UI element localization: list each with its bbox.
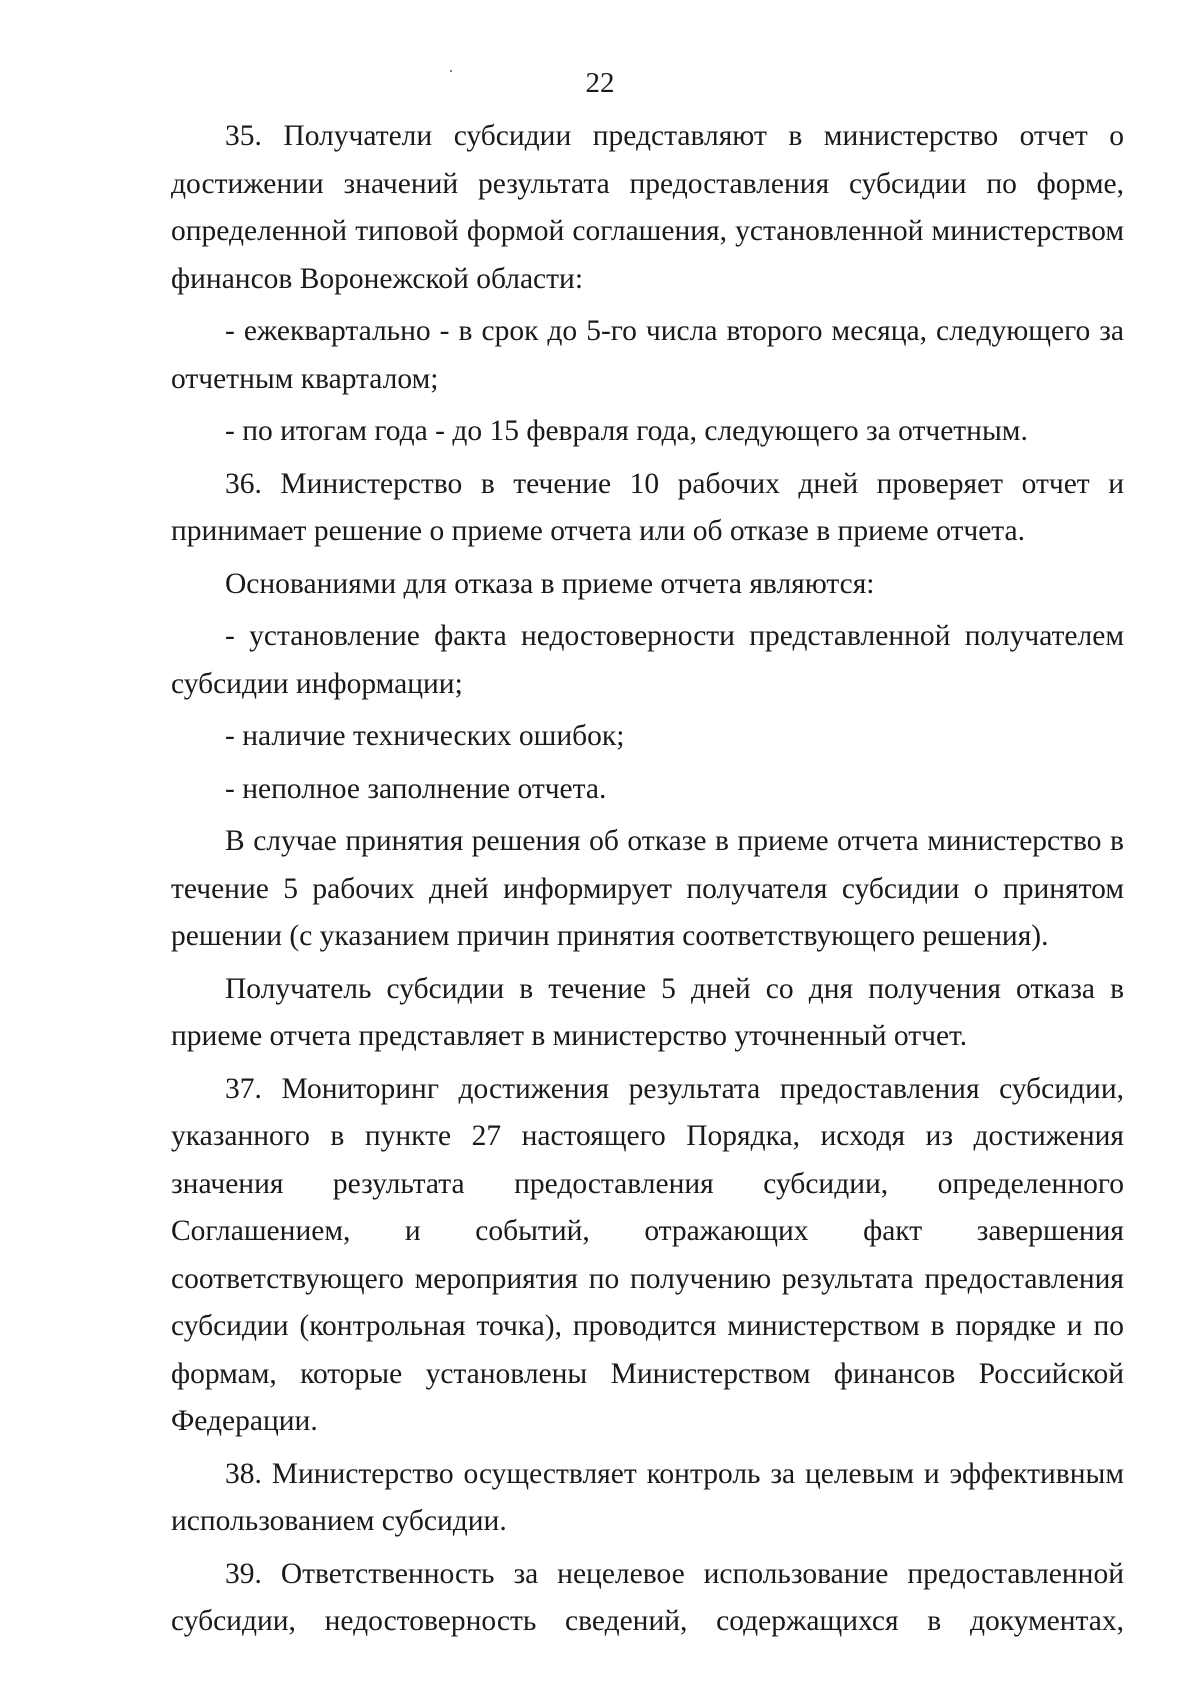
paragraph-refusal-grounds: Основаниями для отказа в приеме отчета являются: bbox=[225, 567, 875, 600]
paragraph-refusal-notice: В случае принятия решения об отказе в приеме отчета министерство в течение 5 рабочих дней информирует получателя субсидии о принятом решении (с указанием причин принятия соответствующего решения). bbox=[171, 825, 1124, 952]
paragraph-39: 39. Ответственность за нецелевое использование предоставленной субсидии, недостоверность сведений, содержащихся в документах, bbox=[171, 1557, 1124, 1637]
paragraph-ground-unreliable-info: - установление факта недостоверности представленной получателем субсидии информации; bbox=[171, 620, 1124, 700]
paragraph-35-annual: - по итогам года - до 15 февраля года, следующего за отчетным. bbox=[225, 415, 1028, 447]
paragraph-ground-technical-errors: - наличие технических ошибок; bbox=[225, 720, 625, 752]
page-number: 22 bbox=[585, 67, 615, 99]
document-body bbox=[171, 113, 1124, 1646]
paragraph-37: 37. Мониторинг достижения результата предоставления субсидии, указанного в пункте 27 настоящего Порядка, исходя из достижения значения результата предоставления субсидии, определенного Соглашением, и событий, отражающих факт завершения соответствующего мероприятия по получению результата предоставления субсидии (контрольная точка), проводится министерством в порядке и по формам, которые установлены Министерством финансов Российской Федерации. bbox=[171, 1072, 1124, 1437]
paragraph-corrected-report: Получатель субсидии в течение 5 дней со дня получения отказа в приеме отчета представляет в министерство уточненный отчет. bbox=[171, 972, 1124, 1052]
paragraph-38: 38. Министерство осуществляет контроль за целевым и эффективным использованием субсидии. bbox=[171, 1457, 1124, 1537]
paragraph-35: 35. Получатели субсидии представляют в министерство отчет о достижении значений результата предоставления субсидии по форме, определенной типовой формой соглашения, установленной министерством финансов Воронежской области: bbox=[171, 120, 1124, 295]
paragraph-ground-incomplete: - неполное заполнение отчета. bbox=[225, 772, 607, 805]
paragraph-35-quarterly: - ежеквартально - в срок до 5-го числа второго месяца, следующего за отчетным кварталом; bbox=[171, 315, 1124, 395]
paragraph-36: 36. Министерство в течение 10 рабочих дней проверяет отчет и принимает решение о приеме отчета или об отказе в приеме отчета. bbox=[171, 467, 1124, 547]
